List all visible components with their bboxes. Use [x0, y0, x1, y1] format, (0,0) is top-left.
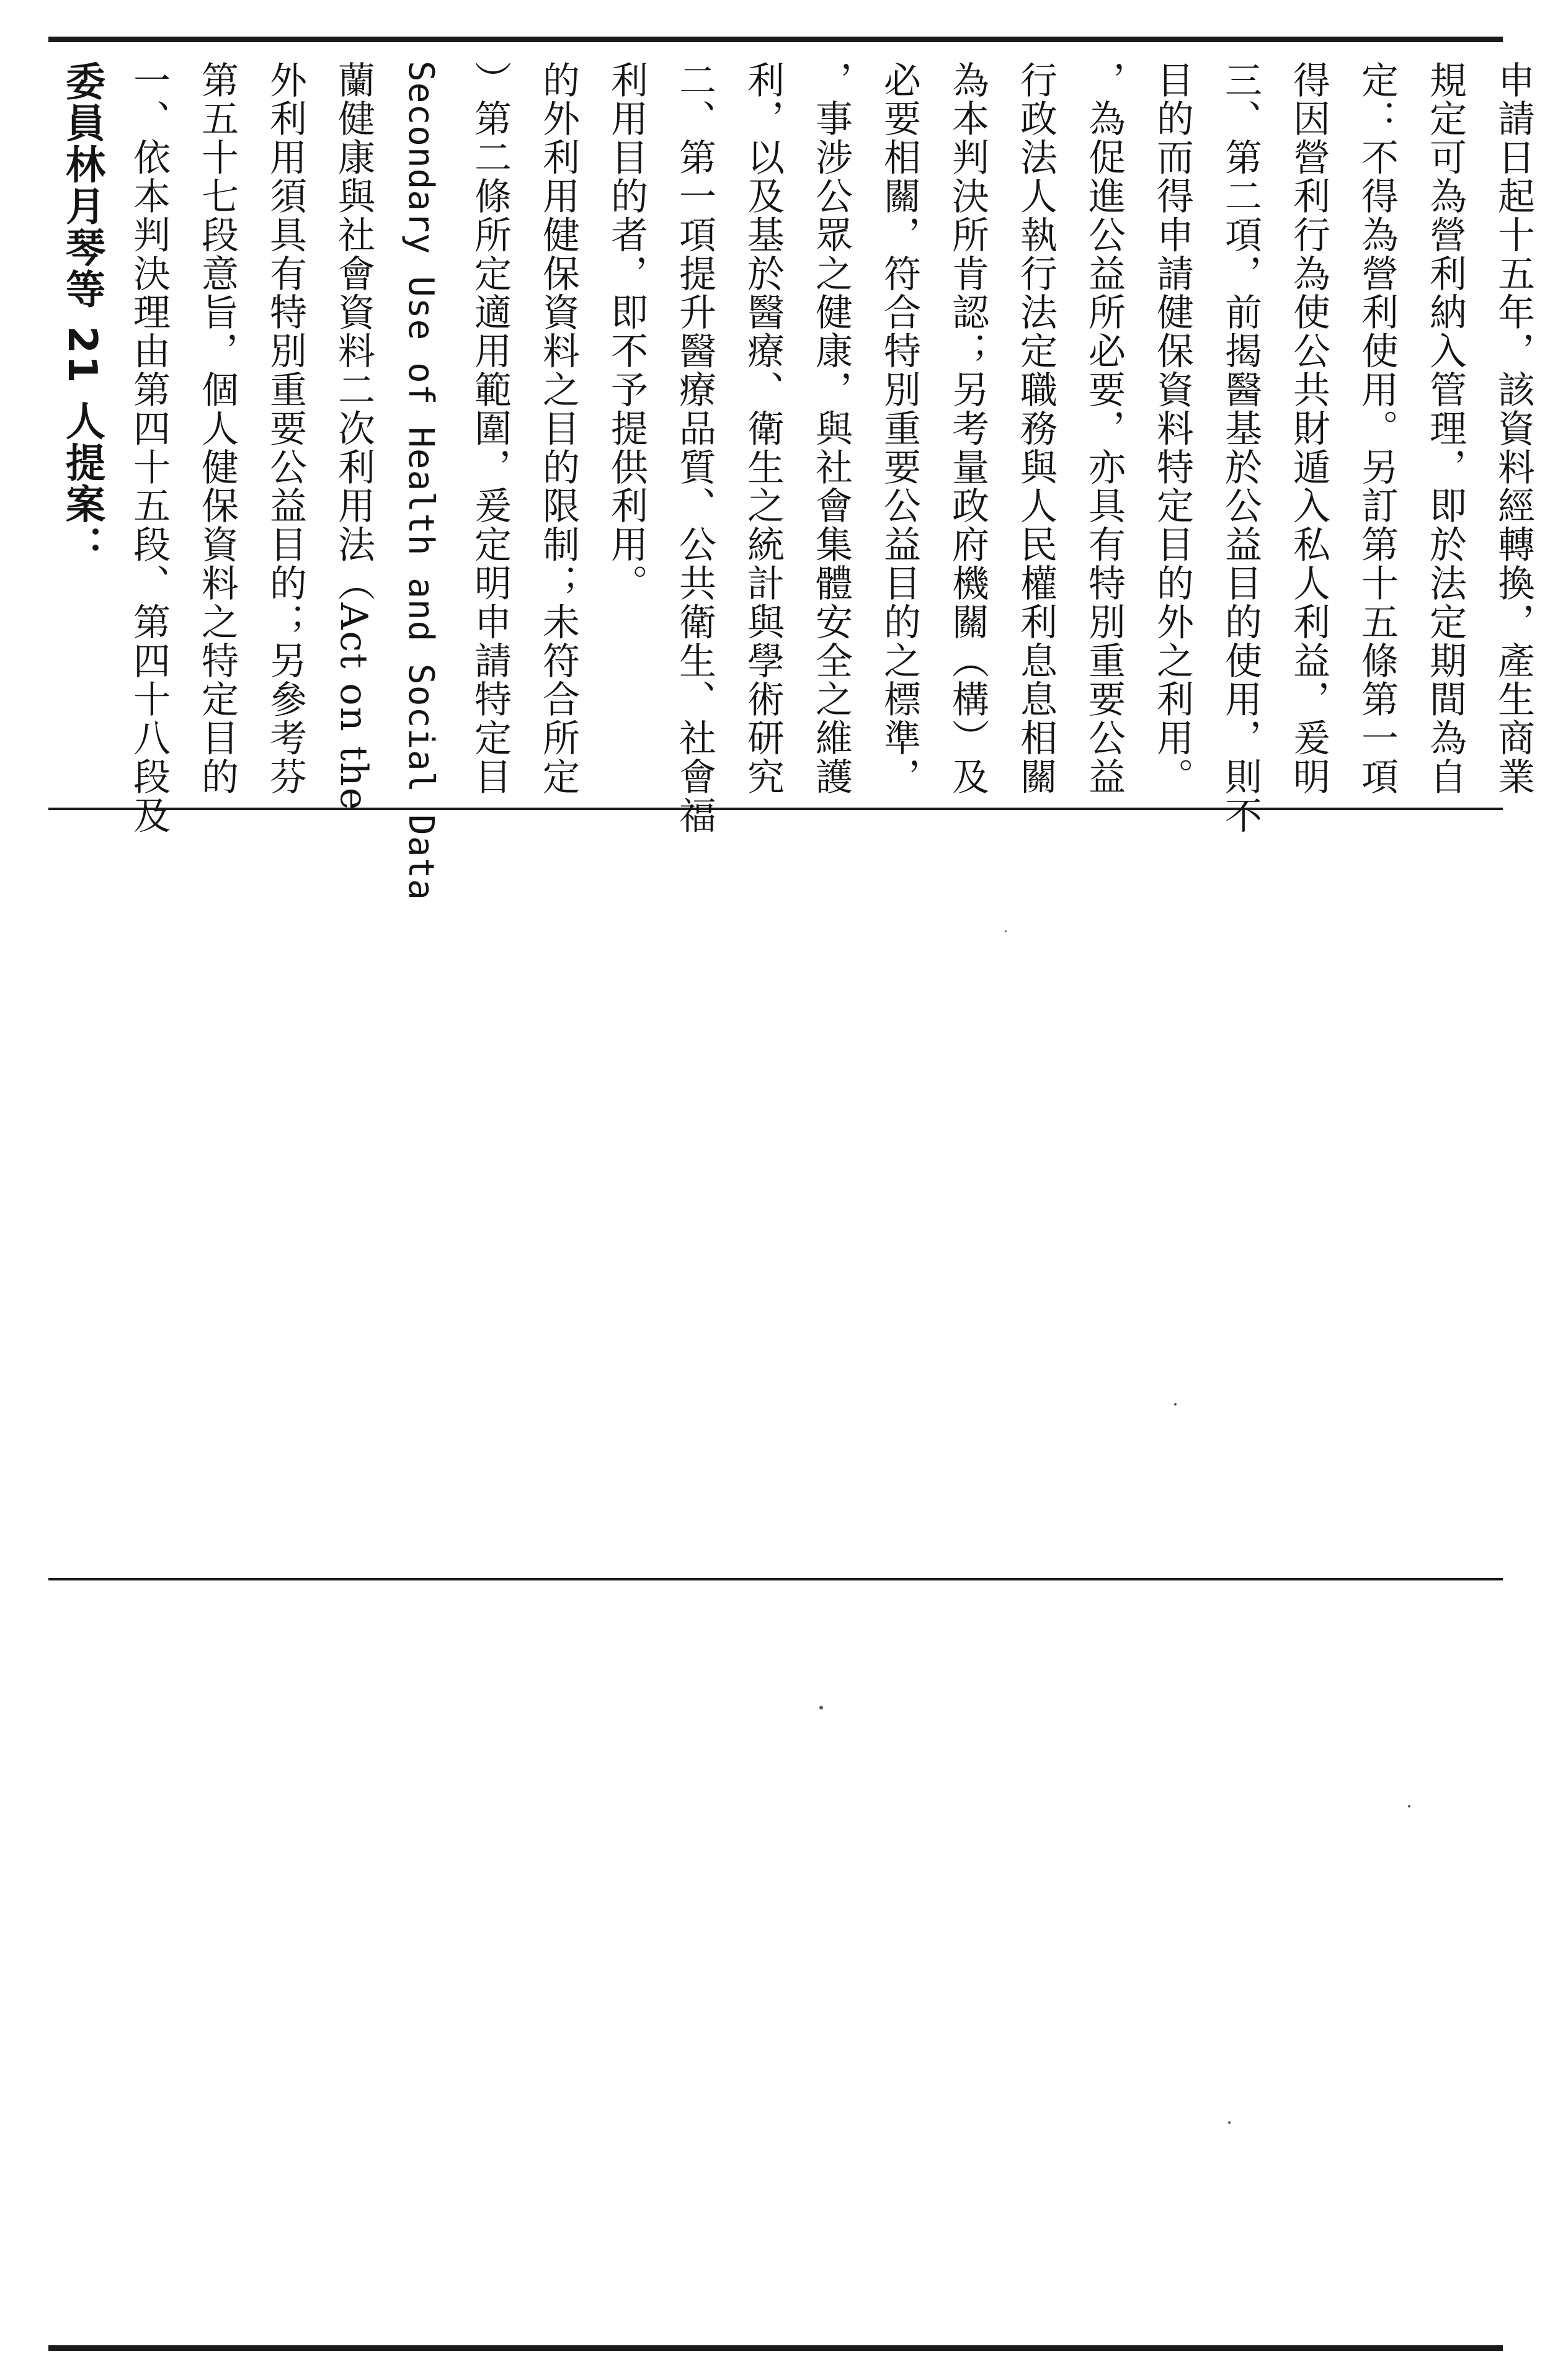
scan-speck	[1174, 1403, 1177, 1406]
text-column-16: 目的而得申請健保資料特定目的外之利用。	[1151, 61, 1194, 796]
text-column-19: 定：不得為營利使用。另訂第十五條第一項	[1355, 61, 1399, 796]
text-column-1: 一、依本判決理由第四十五段、第四十八段及	[127, 61, 171, 835]
text-column-7: 的外利用健保資料之目的限制；未符合所定	[537, 61, 580, 796]
proposal-title: 委員林月琴等 21 人提案：	[59, 61, 105, 567]
bottom-rule	[48, 2345, 1503, 2351]
lower-section-rule	[48, 1578, 1503, 1580]
text-column-17: 三、第二項，前揭醫基於公益目的使用，則不	[1219, 61, 1262, 835]
text-column-4: 蘭健康與社會資料二次利用法（Act on the	[332, 61, 375, 811]
text-column-6: ）第二條所定適用範圍，爰定明申請特定目	[468, 61, 512, 796]
proposal-text-block	[59, 42, 1535, 901]
text-column-11: ，事涉公眾之健康，與社會集體安全之維護	[809, 61, 853, 796]
text-column-12: 必要相關，符合特別重要公益目的之標準，	[878, 61, 921, 796]
text-column-14: 行政法人執行法定職務與人民權利息息相關	[1014, 61, 1058, 796]
text-column-18: 得因營利行為使公共財遁入私人利益，爰明	[1287, 61, 1330, 796]
text-column-2: 第五十七段意旨，個人健保資料之特定目的	[195, 61, 239, 796]
text-column-20: 規定可為營利納入管理，即於法定期間為自	[1423, 61, 1467, 796]
text-column-10: 利，以及基於醫療、衛生之統計與學術研究	[741, 61, 785, 796]
text-column-5: Secondary Use of Health and Social Data	[401, 61, 441, 901]
scan-speck	[819, 1706, 823, 1709]
top-rule	[48, 37, 1503, 42]
scan-speck	[1408, 1805, 1410, 1807]
text-column-15: ，為促進公益所必要，亦具有特別重要公益	[1082, 61, 1126, 796]
text-column-8: 利用目的者，即不予提供利用。	[605, 61, 648, 603]
text-column-9: 二、第一項提升醫療品質、公共衛生、社會福	[673, 61, 716, 835]
text-column-3: 外利用須具有特別重要公益目的；另參考芬	[264, 61, 307, 796]
scan-speck	[1228, 2121, 1231, 2124]
text-column-13: 為本判決所肯認；另考量政府機關（構）及	[946, 61, 989, 796]
text-column-21: 申請日起十五年，該資料經轉換，產生商業	[1492, 61, 1535, 796]
scan-speck	[1005, 930, 1007, 932]
